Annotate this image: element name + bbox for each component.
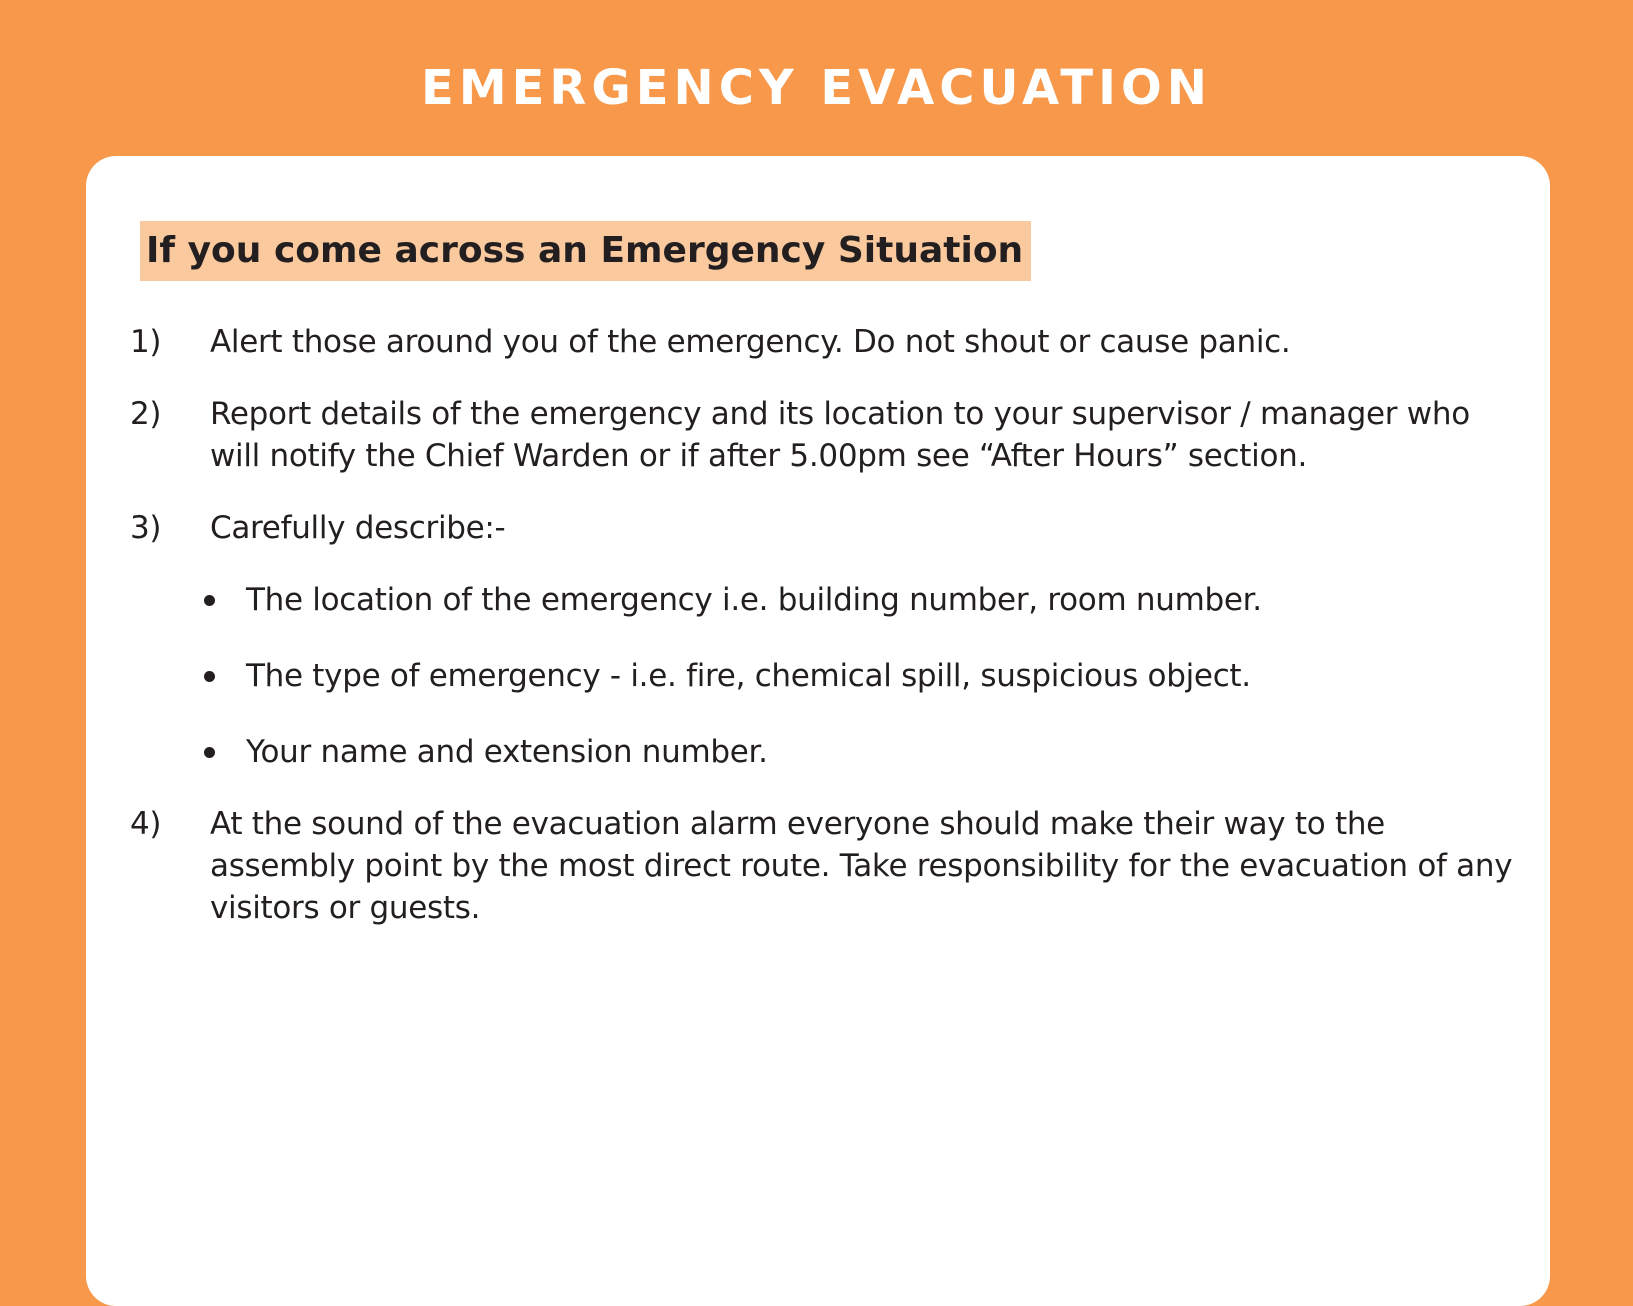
bullet-item-type bbox=[204, 655, 1520, 697]
step-number: 4) bbox=[130, 806, 162, 842]
section-heading: If you come across an Emergency Situation bbox=[140, 221, 1031, 281]
bullet-text: The location of the emergency i.e. building number, room number. bbox=[246, 582, 1262, 618]
content-panel bbox=[86, 156, 1550, 1306]
bullet-dot-icon bbox=[204, 671, 215, 682]
step-3 bbox=[130, 507, 1520, 773]
steps-list bbox=[130, 321, 1520, 959]
bullet-text: The type of emergency - i.e. fire, chemical spill, suspicious object. bbox=[246, 658, 1251, 694]
step-text: At the sound of the evacuation alarm everyone should make their way to the assembly point by the most direct route. Take responsibility for the evacuation of any visitors or guests. bbox=[210, 806, 1513, 926]
step-number: 3) bbox=[130, 510, 162, 546]
bullet-text: Your name and extension number. bbox=[246, 734, 768, 770]
step-text: Report details of the emergency and its location to your supervisor / manager who will notify the Chief Warden or if after 5.00pm see “After Hours” section. bbox=[210, 396, 1470, 474]
step-4 bbox=[130, 803, 1520, 929]
step-1 bbox=[130, 321, 1520, 363]
step-number: 1) bbox=[130, 324, 162, 360]
step-2 bbox=[130, 393, 1520, 477]
step-number: 2) bbox=[130, 396, 162, 432]
bullet-dot-icon bbox=[204, 747, 215, 758]
description-bullets bbox=[204, 579, 1520, 773]
bullet-dot-icon bbox=[204, 595, 215, 606]
step-text: Carefully describe:- bbox=[210, 510, 506, 546]
page-title: EMERGENCY EVACUATION bbox=[421, 60, 1212, 116]
bullet-item-name bbox=[204, 731, 1520, 773]
step-text: Alert those around you of the emergency. Do not shout or cause panic. bbox=[210, 324, 1291, 360]
bullet-item-location bbox=[204, 579, 1520, 621]
